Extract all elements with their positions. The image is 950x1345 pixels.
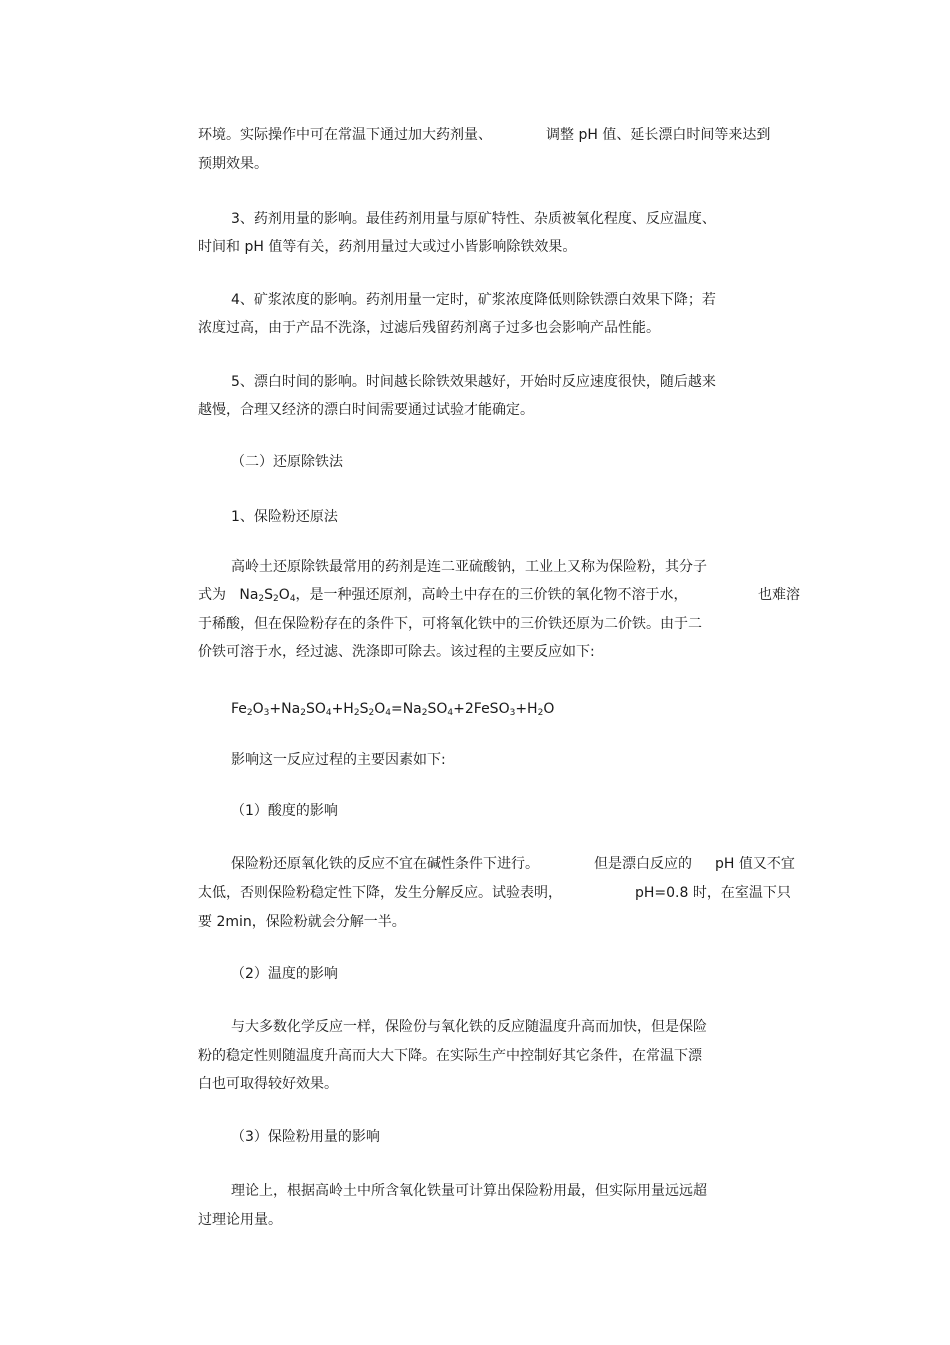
p7-line2b: pH=0.8 时，在室温下只 — [635, 885, 791, 901]
p2-line2: 时间和 pH 值等有关，药剂用量过大或过小皆影响除铁效果。 — [198, 239, 577, 255]
p7-line1b: 但是漂白反应的 — [594, 856, 692, 872]
p4-line1: 5、漂白时间的影响。时间越长除铁效果越好，开始时反应速度很快，随后越来 — [231, 374, 716, 390]
p1-line1a: 环境。实际操作中可在常温下通过加大药剂量、 — [198, 127, 492, 143]
heading-acidity: （1）酸度的影响 — [231, 803, 338, 819]
heading-temperature: （2）温度的影响 — [231, 966, 338, 982]
p9-line2: 过理论用量。 — [198, 1212, 282, 1228]
p5-line2-text: ，是一种强还原剂，高岭土中存在的三价铁的氧化物不溶于水， — [295, 587, 688, 603]
p5-line4: 价铁可溶于水，经过滤、洗涤即可除去。该过程的主要反应如下: — [198, 644, 595, 660]
p8-line2: 粉的稳定性则随温度升高而大大下降。在实际生产中控制好其它条件，在常温下漂 — [198, 1048, 702, 1064]
p6-line1: 影响这一反应过程的主要因素如下: — [231, 752, 446, 768]
p1-line2: 预期效果。 — [198, 156, 268, 172]
p1-line1b: 调整 pH 值、延长漂白时间等来达到 — [546, 127, 771, 143]
heading-dosage: （3）保险粉用量的影响 — [231, 1129, 380, 1145]
reaction-equation: $Fe_2O_3+Na_2SO_4+H_2S_2O_4=Na_2SO_4+2FeSO_3+H_2O$ — [231, 701, 555, 718]
p3-line2: 浓度过高，由于产品不洗涤，过滤后残留药剂离子过多也会影响产品性能。 — [198, 320, 660, 336]
p9-line1: 理论上，根据高岭土中所含氧化铁量可计算出保险粉用最，但实际用量远远超 — [231, 1183, 707, 1199]
p3-line1: 4、矿浆浓度的影响。药剂用量一定时，矿浆浓度降低则除铁漂白效果下降；若 — [231, 292, 716, 308]
p4-line2: 越慢，合理又经济的漂白时间需要通过试验才能确定。 — [198, 402, 534, 418]
p5-line2-prefix: 式为 — [198, 587, 226, 603]
p5-line2-tail: 也难溶 — [758, 587, 800, 603]
p7-line1c: pH 值又不宜 — [715, 856, 795, 872]
p8-line1: 与大多数化学反应一样，保险份与氧化铁的反应随温度升高而加快，但是保险 — [231, 1019, 707, 1035]
p5-line2 — [198, 586, 688, 604]
p7-line3: 要 2min，保险粉就会分解一半。 — [198, 914, 406, 930]
p7-line1a: 保险粉还原氧化铁的反应不宜在碱性条件下进行。 — [231, 856, 539, 872]
p2-line1: 3、药剂用量的影响。最佳药剂用量与原矿特性、杂质被氧化程度、反应温度、 — [231, 211, 716, 227]
p5-line3: 于稀酸，但在保险粉存在的条件下，可将氧化铁中的三价铁还原为二价铁。由于二 — [198, 616, 702, 632]
p7-line2a: 太低，否则保险粉稳定性下降，发生分解反应。试验表明， — [198, 885, 562, 901]
p5-line1: 高岭土还原除铁最常用的药剂是连二亚硫酸钠，工业上又称为保险粉，其分子 — [231, 559, 707, 575]
formula-sodium-dithionite: $Na_2S_2O_4$ — [239, 587, 296, 604]
section-heading-reduction: （二）还原除铁法 — [231, 454, 343, 470]
p8-line3: 白也可取得较好效果。 — [198, 1076, 338, 1092]
subsection-heading-sodium-hydrosulfite: 1、保险粉还原法 — [231, 509, 338, 525]
